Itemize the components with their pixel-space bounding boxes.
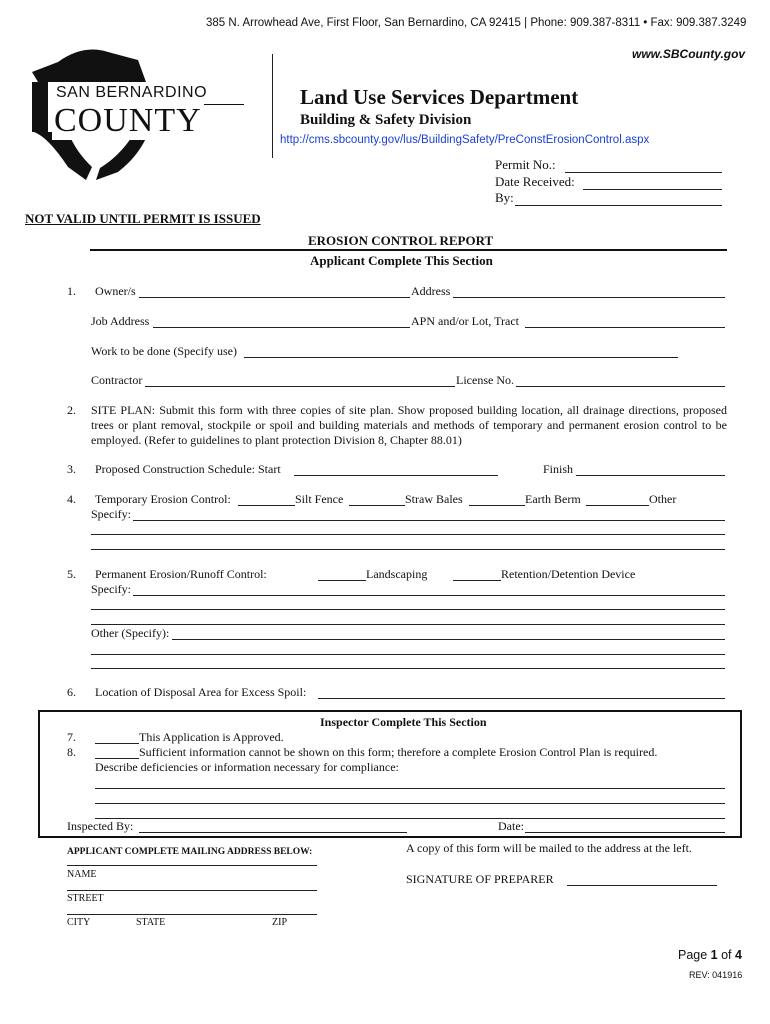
deficiency-field-2[interactable] [95, 791, 725, 804]
by-label: By: [495, 190, 514, 205]
specify-label: Specify: [91, 507, 131, 521]
temp-erosion-label: Temporary Erosion Control: [95, 492, 231, 506]
date-received-label: Date Received: [495, 174, 575, 189]
work-label: Work to be done (Specify use) [91, 344, 237, 358]
specify-field-3[interactable] [91, 537, 725, 550]
item-number-1: 1. [67, 284, 76, 298]
other-erosion-field[interactable] [586, 493, 649, 506]
other-specify-field-1[interactable] [172, 627, 725, 640]
contractor-label: Contractor [91, 373, 143, 387]
not-valid-notice: NOT VALID UNTIL PERMIT IS ISSUED [25, 211, 261, 226]
deficiency-field-1[interactable] [95, 776, 725, 789]
inspection-date-label: Date: [498, 819, 524, 833]
mailing-heading: APPLICANT COMPLETE MAILING ADDRESS BELOW: [67, 847, 313, 857]
revision-label: REV: 041916 [689, 970, 743, 980]
specify-field-2[interactable] [91, 522, 725, 535]
landscaping-label: Landscaping [366, 567, 428, 581]
specify-label-2: Specify: [91, 582, 131, 596]
finish-date-field[interactable] [576, 463, 725, 476]
item-number-5: 5. [67, 567, 76, 581]
apn-label: APN and/or Lot, Tract [411, 314, 519, 328]
page-indicator [678, 948, 742, 962]
job-address-field[interactable] [153, 315, 410, 328]
address-label: Address [411, 284, 451, 298]
describe-label: Describe deficiencies or information necessary for compliance: [95, 760, 399, 774]
page-number: 1 [710, 948, 718, 962]
contact-address-line: 385 N. Arrowhead Ave, First Floor, San Bernardino, CA 92415 | Phone: 909.387-8311 • Fax: 909.387.3249 [206, 17, 747, 29]
disposal-field[interactable] [318, 686, 725, 699]
other-label: Other [649, 492, 677, 506]
deficiency-field-3[interactable] [95, 806, 725, 819]
earth-berm-field[interactable] [469, 493, 525, 506]
specify-field-1[interactable] [133, 508, 725, 521]
contractor-field[interactable] [145, 374, 455, 387]
name-field[interactable] [67, 853, 317, 866]
apn-field[interactable] [525, 315, 725, 328]
item-number-6: 6. [67, 685, 76, 699]
straw-bales-field[interactable] [349, 493, 405, 506]
item-number-2: 2. [67, 403, 76, 417]
city-label: CITY [67, 917, 91, 928]
owner-field[interactable] [139, 285, 410, 298]
silt-fence-field[interactable] [238, 493, 295, 506]
inspected-by-field[interactable] [139, 820, 407, 833]
other-specify-field-2[interactable] [91, 642, 725, 655]
finish-label: Finish [543, 462, 574, 476]
schedule-start-label: Proposed Construction Schedule: Start [95, 462, 281, 476]
approved-field[interactable] [95, 731, 139, 744]
perm-specify-field-2[interactable] [91, 597, 725, 610]
disposal-label: Location of Disposal Area for Excess Spoil: [95, 685, 307, 699]
city-state-zip-field[interactable] [67, 902, 317, 915]
inspected-by-label: Inspected By: [67, 819, 134, 833]
start-date-field[interactable] [294, 463, 498, 476]
permit-no-field[interactable] [565, 160, 722, 173]
retention-field[interactable] [453, 568, 501, 581]
straw-bales-label: Straw Bales [405, 492, 463, 506]
signature-label: SIGNATURE OF PREPARER [406, 872, 554, 886]
department-title: Land Use Services Department [300, 85, 579, 109]
logo-text-san-bernardino: SAN BERNARDINO [56, 84, 208, 101]
earth-berm-label: Earth Berm [525, 492, 581, 506]
by-field[interactable] [515, 193, 722, 206]
item-number-4: 4. [67, 492, 76, 506]
street-label: STREET [67, 893, 104, 904]
license-field[interactable] [516, 374, 725, 387]
owner-label: Owner/s [95, 284, 136, 298]
county-logo [28, 42, 248, 182]
perm-erosion-label: Permanent Erosion/Runoff Control: [95, 567, 267, 581]
applicant-section-heading: Applicant Complete This Section [310, 253, 493, 268]
perm-specify-field-3[interactable] [91, 612, 725, 625]
report-title: EROSION CONTROL REPORT [308, 233, 494, 248]
item-number-7: 7. [67, 730, 76, 744]
silt-fence-label: Silt Fence [295, 492, 344, 506]
header-divider [272, 54, 273, 158]
date-received-field[interactable] [583, 177, 722, 190]
perm-specify-field-1[interactable] [133, 583, 725, 596]
inspector-section-heading: Inspector Complete This Section [320, 715, 487, 729]
address-field[interactable] [453, 285, 725, 298]
insufficient-label: Sufficient information cannot be shown on this form; therefore a complete Erosion Control Plan is required. [139, 745, 658, 759]
division-url-link[interactable]: http://cms.sbcounty.gov/lus/BuildingSafety/PreConstErosionControl.aspx [280, 134, 650, 146]
job-address-label: Job Address [91, 314, 150, 328]
logo-text-county: COUNTY [54, 102, 202, 139]
landscaping-field[interactable] [318, 568, 366, 581]
inspection-date-field[interactable] [525, 820, 725, 833]
website-link[interactable]: www.SBCounty.gov [632, 47, 746, 61]
division-title: Building & Safety Division [300, 112, 472, 128]
street-field[interactable] [67, 878, 317, 891]
item-number-3: 3. [67, 462, 76, 476]
retention-label: Retention/Detention Device [501, 567, 636, 581]
license-label: License No. [456, 373, 514, 387]
approved-label: This Application is Approved. [139, 730, 284, 744]
insufficient-field[interactable] [95, 746, 139, 759]
name-label: NAME [67, 869, 97, 880]
title-rule [90, 249, 727, 251]
page-total: 4 [735, 948, 742, 962]
state-label: STATE [136, 917, 166, 928]
page-of: of [717, 948, 735, 962]
other-specify-field-3[interactable] [91, 656, 725, 669]
signature-field[interactable] [567, 873, 717, 886]
zip-label: ZIP [272, 917, 287, 928]
permit-no-label: Permit No.: [495, 157, 556, 172]
page-prefix: Page [678, 948, 711, 962]
work-field[interactable] [244, 345, 678, 358]
item-number-8: 8. [67, 745, 76, 759]
copy-mailed-note: A copy of this form will be mailed to the address at the left. [406, 841, 692, 855]
site-plan-instructions: SITE PLAN: Submit this form with three copies of site plan. Show proposed building location, all drainage directions, proposed trees or plant removal, stockpile or spoil and building materials and methods of temporary and permanent erosion control to be employed. (Refer to guidelines to plant protection Division 8, Chapter 88.01) [91, 403, 727, 447]
other-specify-label: Other (Specify): [91, 626, 170, 640]
